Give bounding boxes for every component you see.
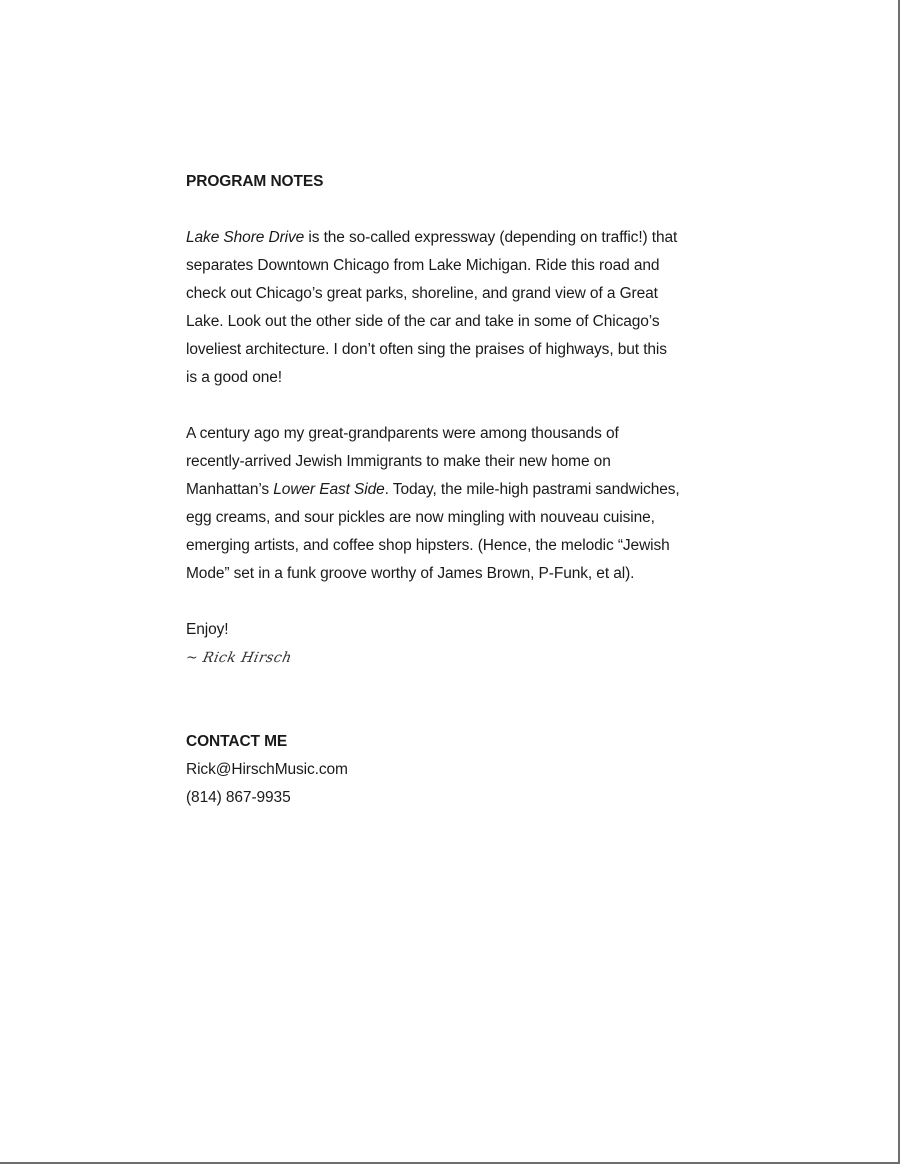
- paragraph-line: Mode” set in a funk groove worthy of James Brown, P-Funk, et al).: [186, 565, 635, 582]
- contact-email[interactable]: Rick@HirschMusic.com: [186, 761, 348, 778]
- closing-text: Enjoy!: [186, 621, 229, 638]
- paragraph-line: is a good one!: [186, 369, 282, 386]
- contact-heading: CONTACT ME: [186, 733, 288, 750]
- program-notes-paragraph-2: [186, 420, 746, 588]
- paragraph-line: loveliest architecture. I don’t often sing the praises of highways, but this: [186, 341, 667, 358]
- signature: ~ Rick Hirsch: [186, 644, 746, 672]
- paragraph-line: Lake Shore Drive is the so-called expressway (depending on traffic!) that: [186, 229, 678, 246]
- contact-phone: (814) 867-9935: [186, 789, 291, 806]
- paragraph-line: check out Chicago’s great parks, shoreline, and grand view of a Great: [186, 285, 658, 302]
- paragraph-line: Manhattan’s Lower East Side. Today, the mile-high pastrami sandwiches,: [186, 481, 680, 498]
- document-body: [186, 168, 746, 812]
- signature-name: Rick Hirsch: [201, 650, 294, 666]
- paragraph-line: egg creams, and sour pickles are now mingling with nouveau cuisine,: [186, 509, 655, 526]
- program-notes-paragraph-1: [186, 224, 746, 392]
- paragraph-line: emerging artists, and coffee shop hipsters. (Hence, the melodic “Jewish: [186, 537, 670, 554]
- work-title: Lake Shore Drive: [186, 229, 305, 246]
- paragraph-line: recently-arrived Jewish Immigrants to make their new home on: [186, 453, 611, 470]
- program-notes-heading: PROGRAM NOTES: [186, 173, 324, 190]
- paragraph-line: Lake. Look out the other side of the car and take in some of Chicago’s: [186, 313, 660, 330]
- place-name: Lower East Side: [273, 481, 385, 498]
- paragraph-line: separates Downtown Chicago from Lake Michigan. Ride this road and: [186, 257, 660, 274]
- paragraph-line: A century ago my great-grandparents were among thousands of: [186, 425, 619, 442]
